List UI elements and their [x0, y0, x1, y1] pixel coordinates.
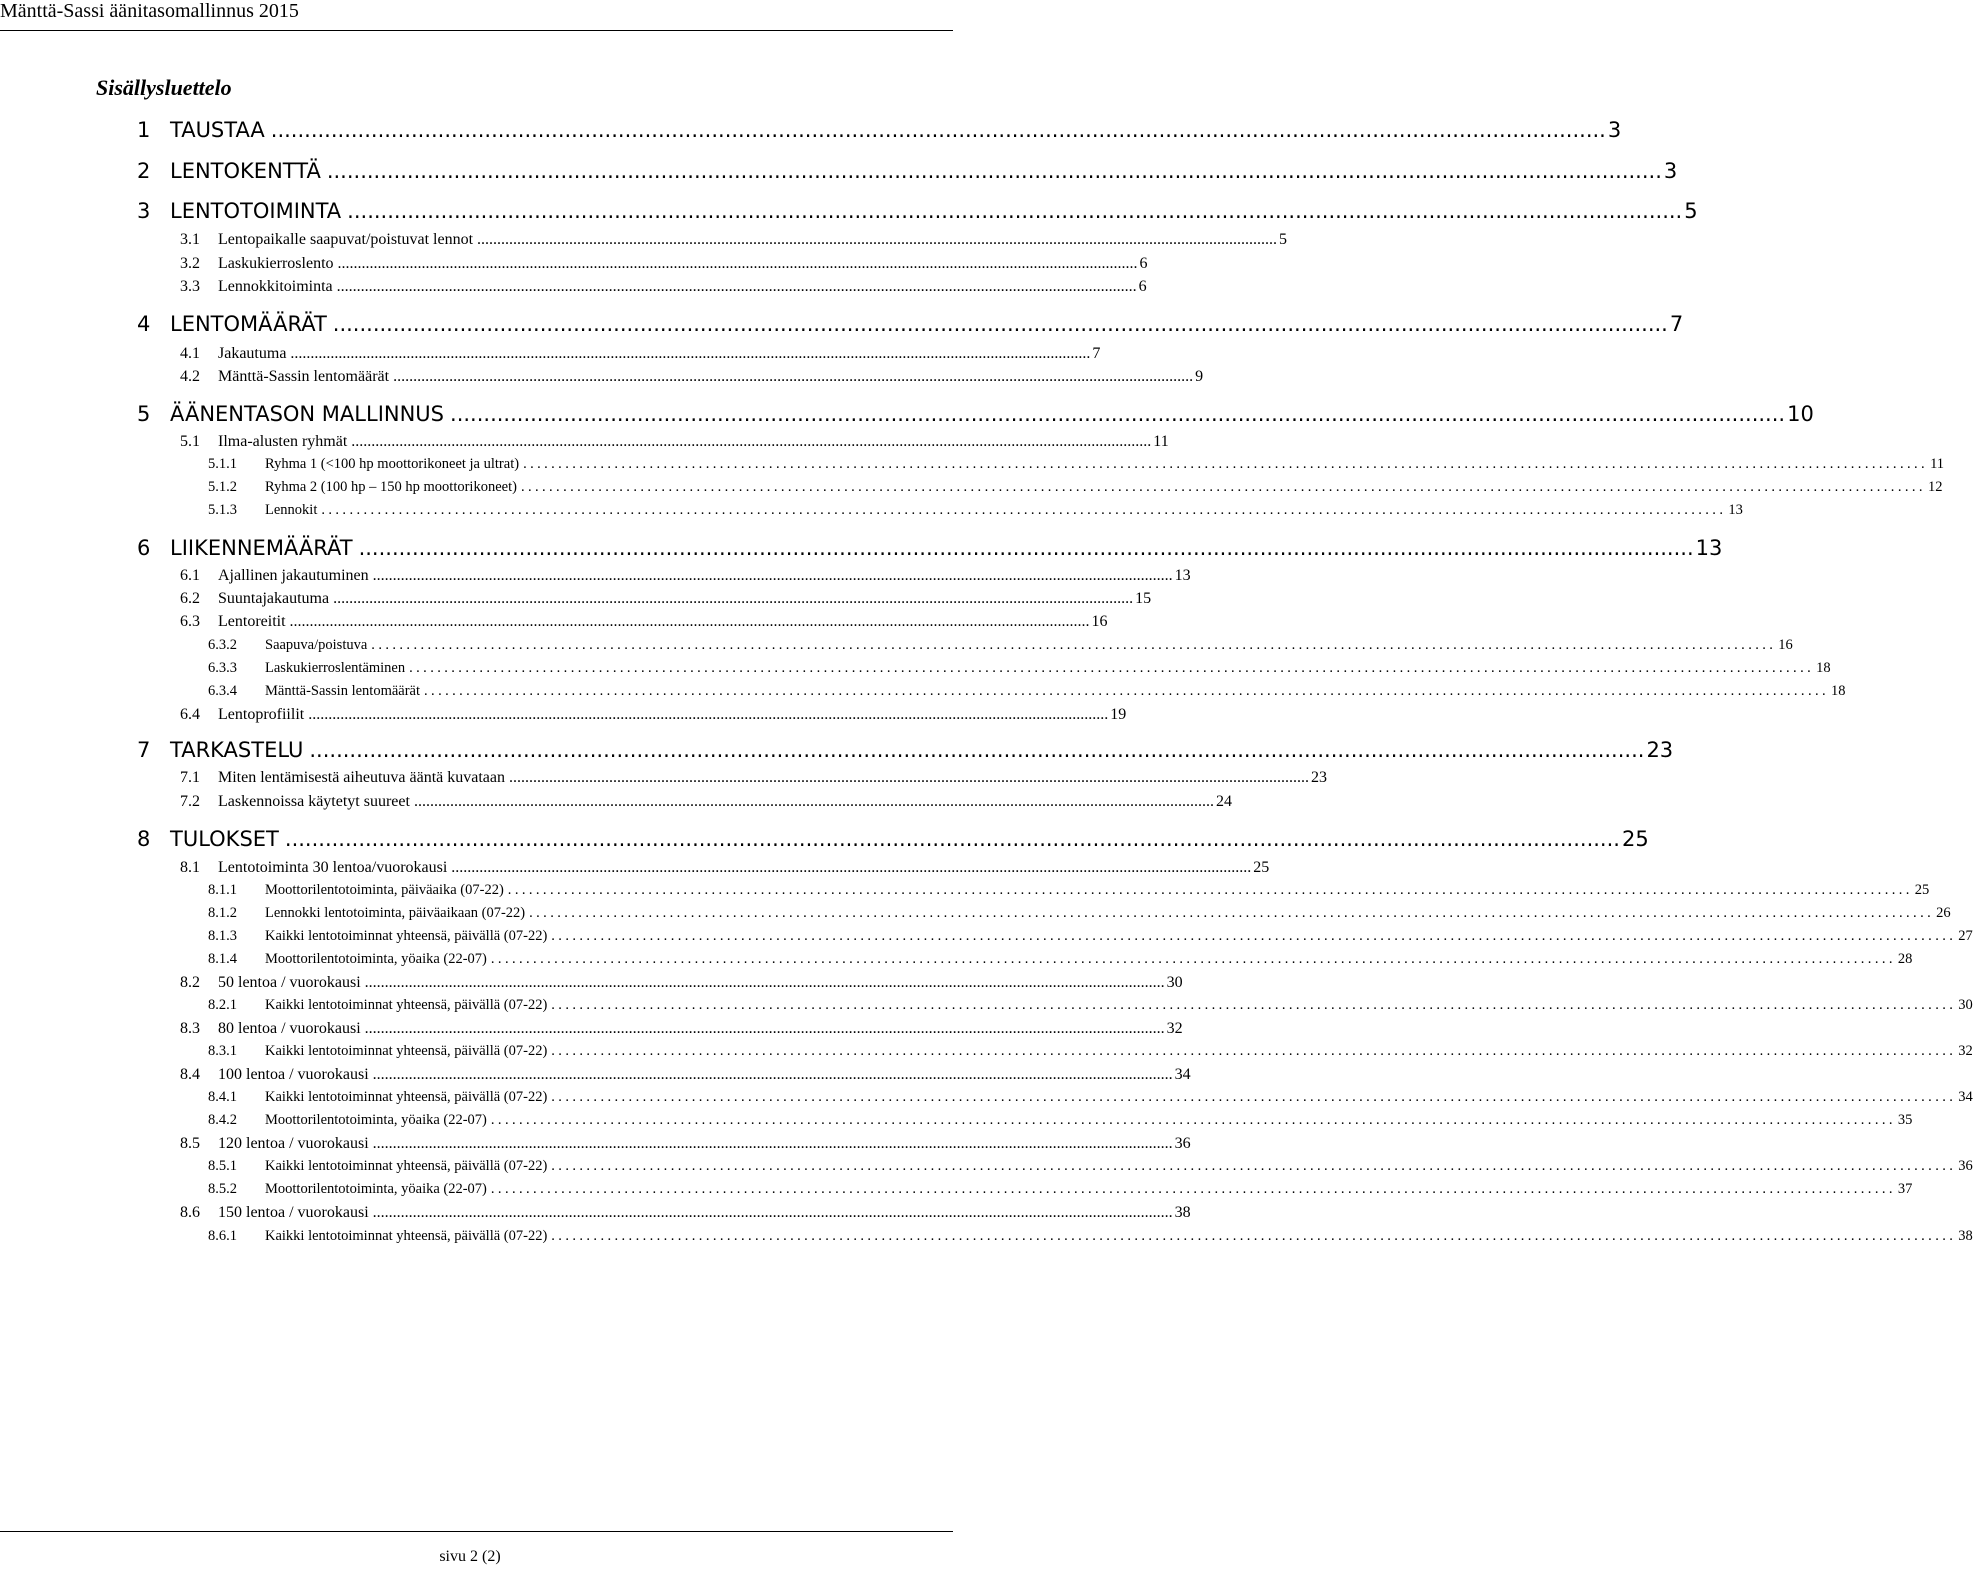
toc-entry-page: 38	[1958, 1228, 1973, 1244]
toc-entry-level-3[interactable]	[208, 948, 1913, 971]
toc-entry-level-3[interactable]	[208, 680, 1846, 703]
toc-entry-number: 6.3.3	[208, 660, 237, 676]
dot-leader: ........................................................................................................................................................................................................	[551, 1158, 1957, 1174]
toc-entry-page: 16	[1778, 637, 1793, 653]
toc-entry-number: 5.1.3	[208, 502, 237, 518]
dot-leader: ........................................................................................................................................................................................................	[509, 769, 1309, 786]
toc-entry-page: 37	[1897, 1181, 1913, 1197]
toc-entry-title: Lentoreitit	[218, 613, 286, 630]
toc-entry-page: 36	[1174, 1135, 1191, 1152]
toc-entry-level-3[interactable]	[208, 657, 1831, 680]
toc-entry-number: 8.2	[180, 974, 200, 991]
toc-entry-level-3[interactable]	[208, 879, 1930, 902]
toc-entry-number: 8.5.2	[208, 1181, 237, 1197]
dot-leader: ........................................................................................................................................................................................................	[393, 368, 1194, 385]
toc-entry-title: ÄÄNENTASON MALLINNUS	[170, 402, 445, 426]
toc-entry-title: 100 lentoa / vuorokausi	[218, 1066, 369, 1083]
toc-entry-level-2[interactable]	[180, 430, 1169, 453]
toc-entry-page: 27	[1958, 928, 1973, 944]
toc-entry-level-1[interactable]	[137, 156, 1678, 186]
toc-entry-number: 5.1	[180, 433, 200, 450]
toc-heading: Sisällysluettelo	[96, 75, 232, 100]
dot-leader: ........................................................................................................................................................................................................	[358, 536, 1694, 560]
toc-entry-page: 25	[1253, 859, 1270, 876]
toc-entry-number: 4.1	[180, 345, 200, 362]
toc-entry-title: Ilma-alusten ryhmät	[218, 433, 348, 450]
toc-entry-number: 6.4	[180, 706, 200, 723]
toc-entry-level-1[interactable]	[137, 533, 1723, 563]
toc-entry-level-2[interactable]	[180, 971, 1183, 994]
toc-entry-level-2[interactable]	[180, 228, 1288, 251]
toc-entry-number: 8	[137, 827, 151, 851]
toc-entry-page: 26	[1936, 905, 1951, 921]
toc-entry-number: 8.4.2	[208, 1112, 237, 1128]
toc-entry-page: 9	[1195, 368, 1204, 385]
toc-entry-title: Suuntajakautuma	[218, 590, 330, 607]
toc-entry-page: 32	[1958, 1043, 1973, 1059]
toc-entry-number: 8.6	[180, 1204, 200, 1221]
toc-entry-page: 5	[1684, 199, 1698, 223]
toc-entry-page: 12	[1927, 479, 1943, 495]
toc-entry-level-2[interactable]	[180, 856, 1270, 879]
toc-entry-title: 120 lentoa / vuorokausi	[218, 1135, 369, 1152]
dot-leader: ........................................................................................................................................................................................................	[326, 159, 1662, 183]
toc-entry-level-2[interactable]	[180, 1132, 1191, 1155]
toc-entry-page: 28	[1897, 951, 1913, 967]
toc-entry-page: 35	[1897, 1112, 1913, 1128]
toc-entry-number: 8.1.4	[208, 951, 237, 967]
dot-leader: ........................................................................................................................................................................................................	[290, 345, 1091, 362]
toc-entry-title: Moottorilentotoiminta, yöaika (22-07)	[265, 1181, 487, 1197]
dot-leader: ........................................................................................................................................................................................................	[308, 706, 1109, 723]
toc-entry-number: 8.1.3	[208, 928, 237, 944]
toc-entry-level-3[interactable]	[208, 1040, 1973, 1063]
dot-leader: ........................................................................................................................................................................................................	[424, 683, 1830, 699]
toc-entry-level-2[interactable]	[180, 1017, 1183, 1040]
toc-entry-level-1[interactable]	[137, 309, 1684, 339]
toc-entry-level-3[interactable]	[208, 1086, 1973, 1109]
toc-entry-number: 2	[137, 159, 151, 183]
toc-entry-title: TULOKSET	[170, 827, 279, 851]
toc-entry-number: 5	[137, 402, 151, 426]
toc-entry-title: Mänttä-Sassin lentomäärät	[218, 368, 390, 385]
toc-entry-number: 7	[137, 738, 151, 762]
toc-entry-title: Moottorilentotoiminta, päiväaika (07-22)	[265, 882, 504, 898]
toc-entry-page: 3	[1607, 118, 1622, 142]
toc-entry-number: 8.3	[180, 1020, 200, 1037]
dot-leader: ........................................................................................................................................................................................................	[364, 1020, 1165, 1037]
toc-entry-title: Ryhma 1 (<100 hp moottorikoneet ja ultrat)	[265, 456, 520, 472]
dot-leader: ........................................................................................................................................................................................................	[490, 1112, 1896, 1128]
toc-entry-title: Laskennoissa käytetyt suureet	[218, 793, 410, 810]
toc-entry-number: 5.1.2	[208, 479, 237, 495]
toc-entry-title: Lennokkitoiminta	[218, 278, 333, 295]
toc-entry-level-3[interactable]	[208, 499, 1743, 522]
toc-entry-page: 34	[1174, 1066, 1191, 1083]
dot-leader: ........................................................................................................................................................................................................	[336, 278, 1137, 295]
toc-entry-level-3[interactable]	[208, 1178, 1913, 1201]
toc-entry-page: 13	[1174, 567, 1191, 584]
toc-entry-title: Kaikki lentotoiminnat yhteensä, päivällä (07-22)	[265, 928, 548, 944]
toc-entry-page: 13	[1695, 536, 1723, 560]
toc-entry-title: Kaikki lentotoiminnat yhteensä, päivällä (07-22)	[265, 1043, 548, 1059]
toc-entry-number: 7.1	[180, 769, 200, 786]
dot-leader: ........................................................................................................................................................................................................	[520, 479, 1926, 495]
dot-leader: ........................................................................................................................................................................................................	[333, 590, 1134, 607]
toc-entry-title: Kaikki lentotoiminnat yhteensä, päivällä (07-22)	[265, 1158, 548, 1174]
toc-entry-title: Laskukierroslento	[218, 255, 334, 272]
dot-leader: ........................................................................................................................................................................................................	[551, 997, 1957, 1013]
toc-entry-page: 34	[1958, 1089, 1973, 1105]
dot-leader: ........................................................................................................................................................................................................	[551, 928, 1957, 944]
toc-entry-number: 6.3.2	[208, 637, 237, 653]
footer-divider	[0, 1531, 953, 1532]
toc-entry-page: 7	[1092, 345, 1101, 362]
toc-entry-page: 6	[1138, 278, 1147, 295]
toc-entry-level-3[interactable]	[208, 1225, 1973, 1248]
toc-entry-number: 8.1	[180, 859, 200, 876]
dot-leader: ........................................................................................................................................................................................................	[321, 502, 1727, 518]
toc-entry-level-3[interactable]	[208, 453, 1945, 476]
toc-entry-number: 8.5	[180, 1135, 200, 1152]
toc-entry-level-1[interactable]	[137, 824, 1649, 854]
page-number: sivu 2 (2)	[439, 1548, 501, 1565]
dot-leader: ........................................................................................................................................................................................................	[523, 456, 1929, 472]
toc-entry-level-2[interactable]	[180, 342, 1101, 365]
toc-entry-page: 32	[1166, 1020, 1183, 1037]
dot-leader: ........................................................................................................................................................................................................	[372, 1066, 1173, 1083]
toc-entry-page: 24	[1215, 793, 1232, 810]
dot-leader: ........................................................................................................................................................................................................	[477, 231, 1278, 248]
dot-leader: ........................................................................................................................................................................................................	[451, 859, 1252, 876]
toc-entry-title: Kaikki lentotoiminnat yhteensä, päivällä (07-22)	[265, 997, 548, 1013]
toc-entry-level-3[interactable]	[208, 1109, 1913, 1132]
toc-entry-number: 6.3.4	[208, 683, 237, 699]
dot-leader: ........................................................................................................................................................................................................	[371, 637, 1777, 653]
toc-entry-title: Kaikki lentotoiminnat yhteensä, päivällä (07-22)	[265, 1089, 548, 1105]
toc-entry-page: 19	[1110, 706, 1127, 723]
toc-entry-level-2[interactable]	[180, 365, 1204, 388]
dot-leader: ........................................................................................................................................................................................................	[372, 1135, 1173, 1152]
toc-entry-title: 150 lentoa / vuorokausi	[218, 1204, 369, 1221]
dot-leader: ........................................................................................................................................................................................................	[507, 882, 1913, 898]
toc-entry-title: Saapuva/poistuva	[265, 637, 368, 653]
toc-entry-title: Lentopaikalle saapuvat/poistuvat lennot	[218, 231, 474, 248]
dot-leader: ........................................................................................................................................................................................................	[351, 433, 1152, 450]
toc-entry-title: LENTOKENTTÄ	[170, 159, 321, 183]
dot-leader: ........................................................................................................................................................................................................	[450, 402, 1786, 426]
toc-entry-title: Moottorilentotoiminta, yöaika (22-07)	[265, 1112, 487, 1128]
dot-leader: ........................................................................................................................................................................................................	[551, 1043, 1957, 1059]
toc-entry-number: 5.1.1	[208, 456, 237, 472]
toc-entry-level-2[interactable]	[180, 766, 1327, 789]
dot-leader: ........................................................................................................................................................................................................	[289, 613, 1090, 630]
dot-leader: ........................................................................................................................................................................................................	[409, 660, 1815, 676]
toc-entry-page: 23	[1311, 769, 1327, 786]
toc-entry-title: LENTOTOIMINTA	[170, 199, 342, 223]
toc-entry-title: Ryhma 2 (100 hp – 150 hp moottorikoneet)	[265, 479, 517, 495]
toc-entry-number: 3.3	[180, 278, 200, 295]
toc-entry-number: 3.1	[180, 231, 200, 248]
toc-entry-title: Mänttä-Sassin lentomäärät	[265, 683, 421, 699]
toc-entry-number: 8.4.1	[208, 1089, 237, 1105]
dot-leader: ........................................................................................................................................................................................................	[347, 199, 1683, 223]
toc-entry-level-1[interactable]	[137, 735, 1674, 765]
dot-leader: ........................................................................................................................................................................................................	[270, 118, 1606, 142]
toc-entry-title: Jakautuma	[218, 345, 287, 362]
toc-entry-number: 4	[137, 312, 151, 336]
toc-entry-number: 6.3	[180, 613, 200, 630]
toc-entry-title: Lennokki lentotoiminta, päiväaikaan (07-22)	[265, 905, 526, 921]
dot-leader: ........................................................................................................................................................................................................	[490, 951, 1896, 967]
toc-entry-level-3[interactable]	[208, 994, 1973, 1017]
dot-leader: ........................................................................................................................................................................................................	[332, 312, 1668, 336]
dot-leader: ........................................................................................................................................................................................................	[364, 974, 1165, 991]
toc-entry-number: 6.1	[180, 567, 200, 584]
toc-entry-title: Moottorilentotoiminta, yöaika (22-07)	[265, 951, 487, 967]
toc-entry-number: 1	[137, 118, 151, 142]
toc-entry-page: 30	[1166, 974, 1183, 991]
toc-entry-title: Lentoprofiilit	[218, 706, 305, 723]
toc-entry-number: 8.1.1	[208, 882, 237, 898]
toc-entry-level-1[interactable]	[137, 399, 1814, 429]
toc-entry-page: 38	[1174, 1204, 1191, 1221]
toc-entry-number: 8.5.1	[208, 1158, 237, 1174]
toc-entry-number: 8.2.1	[208, 997, 237, 1013]
dot-leader: ........................................................................................................................................................................................................	[372, 567, 1173, 584]
toc-entry-number: 3	[137, 199, 151, 223]
toc-entry-page: 16	[1091, 613, 1108, 630]
toc-entry-number: 8.6.1	[208, 1228, 237, 1244]
toc-entry-level-2[interactable]	[180, 564, 1191, 587]
toc-entry-number: 8.3.1	[208, 1043, 237, 1059]
toc-entry-number: 4.2	[180, 368, 200, 385]
toc-entry-page: 11	[1930, 456, 1945, 472]
toc-entry-level-2[interactable]	[180, 703, 1127, 726]
toc-entry-level-2[interactable]	[180, 275, 1147, 298]
toc-entry-title: TARKASTELU	[170, 738, 304, 762]
toc-entry-number: 3.2	[180, 255, 200, 272]
toc-entry-title: LENTOMÄÄRÄT	[170, 312, 327, 336]
toc-entry-level-3[interactable]	[208, 1155, 1973, 1178]
toc-entry-page: 15	[1135, 590, 1152, 607]
toc-entry-level-3[interactable]	[208, 902, 1951, 925]
toc-entry-level-3[interactable]	[208, 925, 1973, 948]
toc-entry-title: 50 lentoa / vuorokausi	[218, 974, 361, 991]
toc-entry-level-2[interactable]	[180, 1063, 1191, 1086]
dot-leader: ........................................................................................................................................................................................................	[551, 1228, 1957, 1244]
toc-entry-page: 6	[1139, 255, 1148, 272]
toc-entry-title: Kaikki lentotoiminnat yhteensä, päivällä (07-22)	[265, 1228, 548, 1244]
toc-entry-page: 36	[1958, 1158, 1973, 1174]
document-title: Mänttä-Sassi äänitasomallinnus 2015	[0, 0, 299, 22]
toc-entry-level-2[interactable]	[180, 1201, 1191, 1224]
toc-entry-title: 80 lentoa / vuorokausi	[218, 1020, 361, 1037]
toc-entry-page: 13	[1728, 502, 1743, 518]
toc-entry-page: 10	[1787, 402, 1814, 426]
toc-entry-title: Miten lentämisestä aiheutuva ääntä kuvataan	[218, 769, 505, 786]
toc-entry-number: 6.2	[180, 590, 200, 607]
toc-entry-title: Ajallinen jakautuminen	[218, 567, 369, 584]
toc-entry-number: 7.2	[180, 793, 200, 810]
toc-entry-page: 30	[1958, 997, 1973, 1013]
toc-entry-page: 23	[1646, 738, 1674, 762]
toc-entry-page: 5	[1279, 231, 1288, 248]
toc-entry-level-2[interactable]	[180, 790, 1232, 813]
dot-leader: ........................................................................................................................................................................................................	[490, 1181, 1896, 1197]
toc-entry-page: 18	[1816, 660, 1831, 676]
toc-entry-level-2[interactable]	[180, 610, 1108, 633]
toc-entry-page: 25	[1621, 827, 1649, 851]
toc-entry-page: 11	[1153, 433, 1169, 450]
toc-entry-title: Lennokit	[265, 502, 318, 518]
toc-entry-page: 25	[1914, 882, 1930, 898]
toc-entry-page: 7	[1669, 312, 1684, 336]
toc-entry-level-1[interactable]	[137, 196, 1698, 226]
toc-entry-page: 3	[1663, 159, 1678, 183]
toc-entry-level-3[interactable]	[208, 476, 1943, 499]
dot-leader: ........................................................................................................................................................................................................	[551, 1089, 1957, 1105]
toc-entry-number: 8.1.2	[208, 905, 237, 921]
toc-entry-title: LIIKENNEMÄÄRÄT	[170, 536, 353, 560]
toc-entry-title: Lentotoiminta 30 lentoa/vuorokausi	[218, 859, 448, 876]
toc-entry-level-2[interactable]	[180, 252, 1148, 275]
dot-leader: ........................................................................................................................................................................................................	[372, 1204, 1173, 1221]
toc-entry-number: 8.4	[180, 1066, 200, 1083]
toc-entry-title: Laskukierroslentäminen	[265, 660, 406, 676]
dot-leader: ........................................................................................................................................................................................................	[337, 255, 1138, 272]
toc-entry-level-2[interactable]	[180, 587, 1152, 610]
toc-entry-level-1[interactable]	[137, 115, 1622, 145]
toc-entry-level-3[interactable]	[208, 634, 1793, 657]
dot-leader: ........................................................................................................................................................................................................	[309, 738, 1645, 762]
toc-entry-page: 18	[1831, 683, 1846, 699]
toc-entry-title: TAUSTAA	[170, 118, 265, 142]
dot-leader: ........................................................................................................................................................................................................	[413, 793, 1214, 810]
dot-leader: ........................................................................................................................................................................................................	[284, 827, 1620, 851]
toc-entry-number: 6	[137, 536, 151, 560]
dot-leader: ........................................................................................................................................................................................................	[529, 905, 1935, 921]
